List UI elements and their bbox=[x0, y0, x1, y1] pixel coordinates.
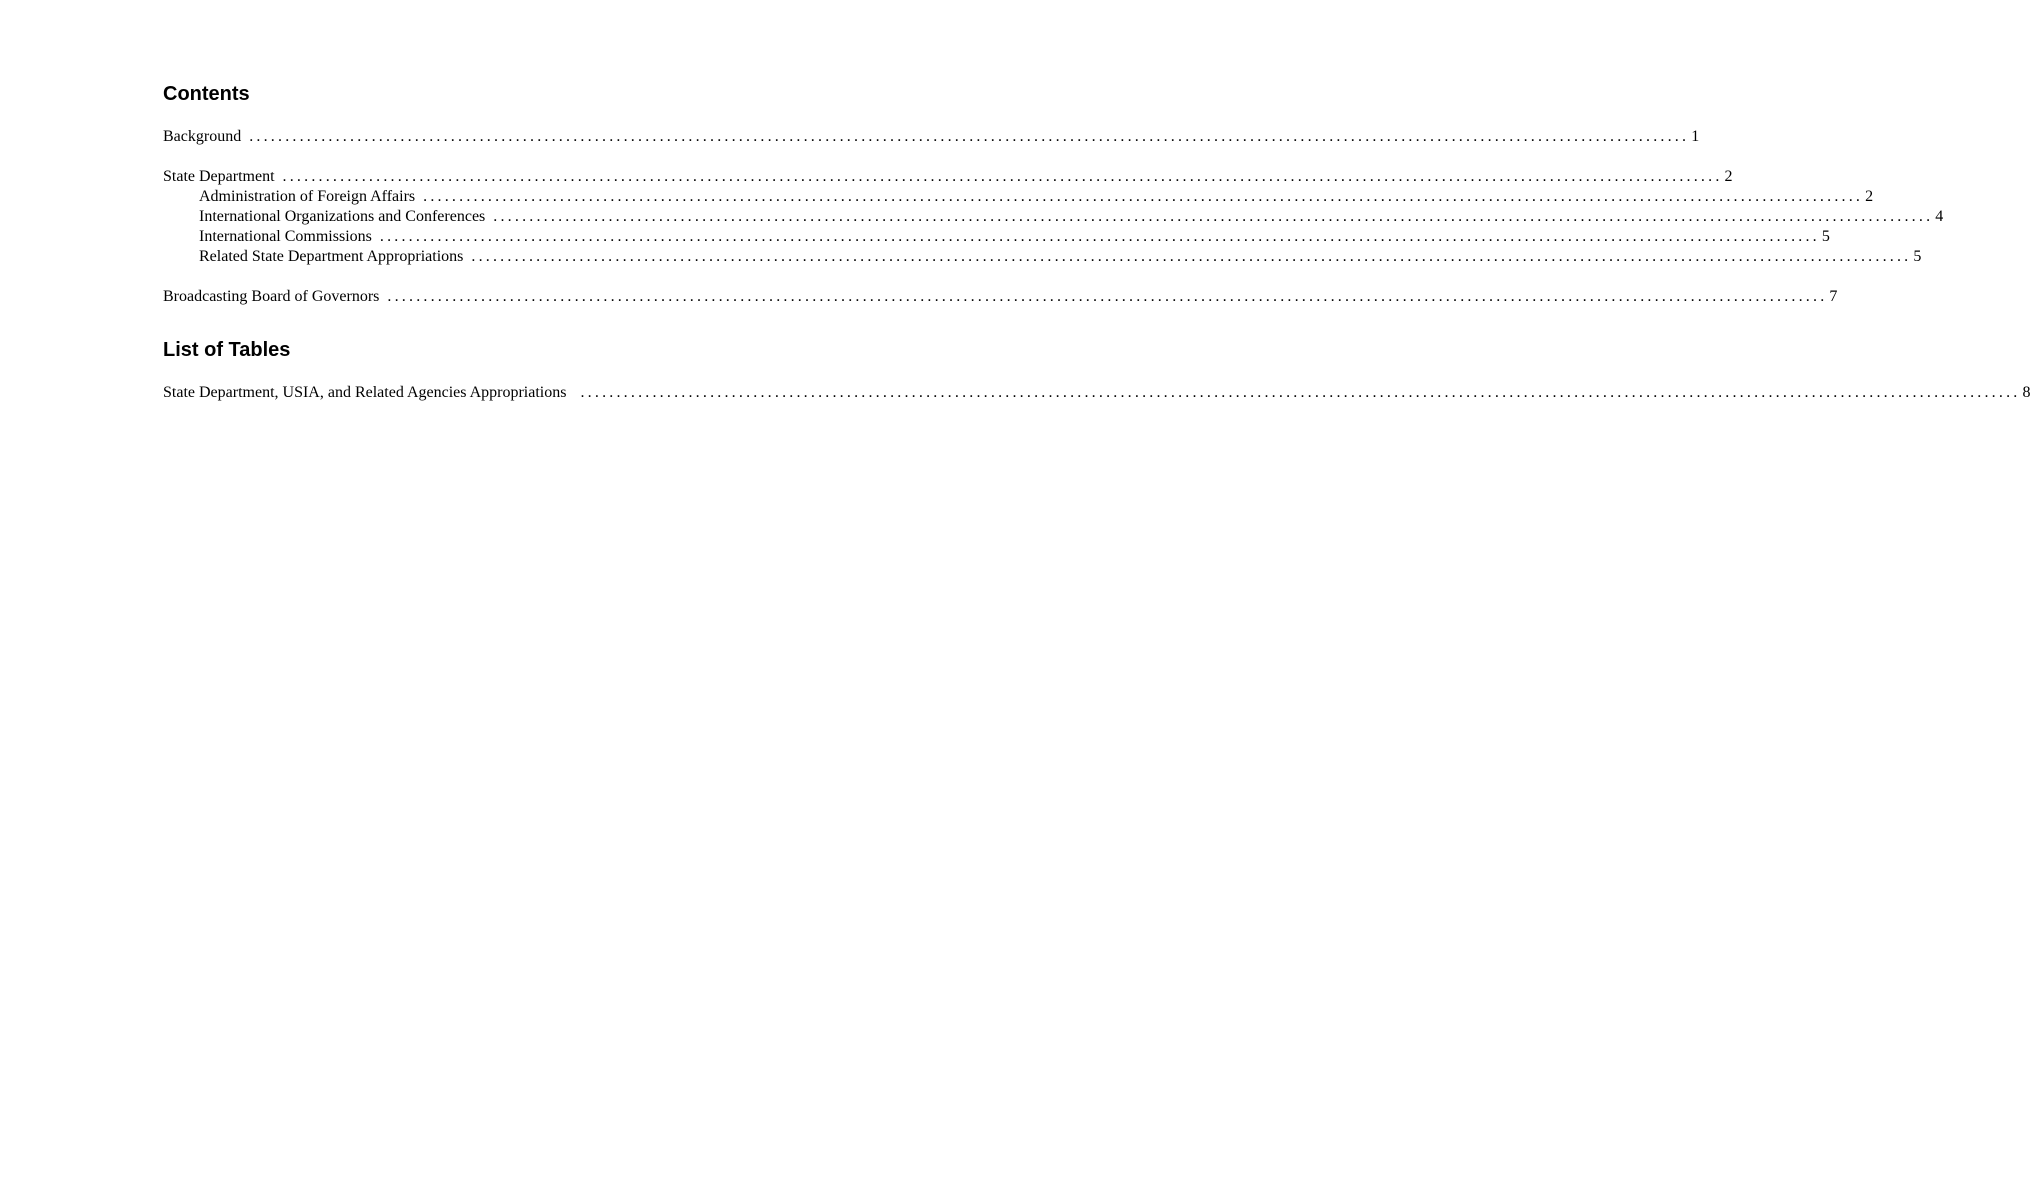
toc-entry-page: 1 bbox=[1691, 128, 1700, 145]
toc-entry-administration-of-foreign-affairs[interactable] bbox=[163, 187, 1874, 207]
toc-entry-state-department[interactable] bbox=[163, 167, 1733, 187]
toc-entry-background[interactable] bbox=[163, 127, 1700, 147]
dot-leader: ........................................................................................................................................................................................................ bbox=[493, 208, 1934, 225]
dot-leader: ........................................................................................................................................................................................................ bbox=[471, 248, 1912, 265]
dot-leader: ........................................................................................................................................................................................................ bbox=[423, 188, 1864, 205]
document-page bbox=[163, 82, 2030, 403]
dot-leader: ........................................................................................................................................................................................................ bbox=[282, 168, 1723, 185]
toc-group-state-department bbox=[163, 167, 1944, 267]
dot-leader: ........................................................................................................................................................................................................ bbox=[580, 384, 2021, 401]
toc-entry-title: Background bbox=[163, 128, 242, 145]
dot-leader: ........................................................................................................................................................................................................ bbox=[249, 128, 1690, 145]
toc-entry-page: 2 bbox=[1865, 188, 1874, 205]
dot-leader: ........................................................................................................................................................................................................ bbox=[387, 288, 1828, 305]
lot-entry-title: State Department, USIA, and Related Agencies Appropriations bbox=[163, 384, 567, 401]
toc-entry-title: Broadcasting Board of Governors bbox=[163, 288, 380, 305]
lot-entry-page: 8 bbox=[2022, 384, 2030, 401]
toc-entry-international-commissions[interactable] bbox=[163, 227, 1830, 247]
toc-entry-page: 2 bbox=[1724, 168, 1733, 185]
toc-entry-title: International Organizations and Conferences bbox=[199, 208, 486, 225]
toc-entry-title: International Commissions bbox=[199, 228, 372, 245]
contents-list bbox=[163, 127, 1944, 307]
toc-entry-international-organizations[interactable] bbox=[163, 207, 1944, 227]
toc-entry-title: State Department bbox=[163, 168, 275, 185]
toc-group-background bbox=[163, 127, 1700, 147]
toc-entry-broadcasting-board-of-governors[interactable] bbox=[163, 287, 1838, 307]
toc-entry-page: 5 bbox=[1913, 248, 1922, 265]
list-of-tables-heading: List of Tables bbox=[163, 339, 291, 361]
list-of-tables-list bbox=[163, 383, 2030, 403]
toc-entry-title: Related State Department Appropriations bbox=[199, 248, 464, 265]
contents-heading: Contents bbox=[163, 83, 250, 105]
toc-group-broadcasting bbox=[163, 287, 1838, 307]
toc-entry-related-state-department-appropriations[interactable] bbox=[163, 247, 1922, 267]
toc-entry-page: 7 bbox=[1829, 288, 1838, 305]
dot-leader: ........................................................................................................................................................................................................ bbox=[379, 228, 1820, 245]
lot-entry-appropriations-table[interactable] bbox=[163, 383, 2030, 403]
toc-entry-title: Administration of Foreign Affairs bbox=[199, 188, 416, 205]
toc-entry-page: 4 bbox=[1935, 208, 1944, 225]
toc-entry-page: 5 bbox=[1821, 228, 1830, 245]
